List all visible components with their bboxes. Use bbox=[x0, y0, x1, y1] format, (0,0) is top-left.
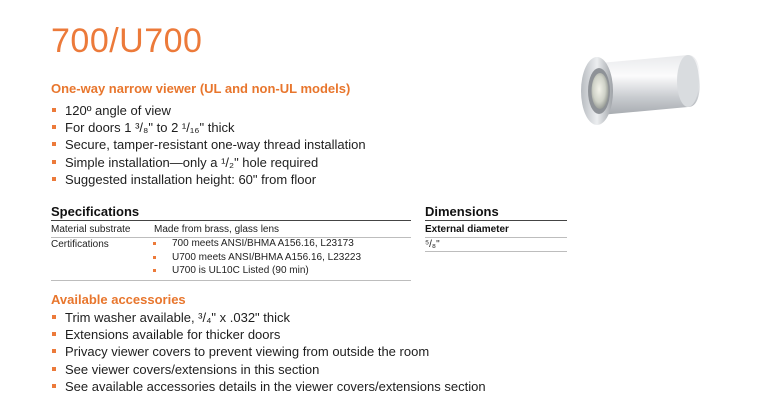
material-value: Made from brass, glass lens bbox=[154, 224, 280, 235]
accessories-heading: Available accessories bbox=[51, 292, 186, 307]
certifications-label: Certifications bbox=[51, 239, 109, 250]
certification-item: U700 meets ANSI/BHMA A156.16, L23223 bbox=[152, 251, 361, 265]
page-title: 700/U700 bbox=[51, 22, 203, 60]
external-diameter-label: External diameter bbox=[425, 224, 509, 235]
external-diameter-value: ⁵/₈" bbox=[425, 239, 440, 250]
door-viewer-product-image bbox=[572, 45, 707, 140]
accessories-list bbox=[51, 309, 486, 395]
accessory-item: Privacy viewer covers to prevent viewing from outside the room bbox=[51, 343, 486, 360]
specifications-divider bbox=[51, 220, 411, 221]
certification-item: 700 meets ANSI/BHMA A156.16, L23173 bbox=[152, 237, 361, 251]
material-label: Material substrate bbox=[51, 224, 131, 235]
accessory-item: Extensions available for thicker doors bbox=[51, 326, 486, 343]
feature-item: 120º angle of view bbox=[51, 102, 366, 119]
accessory-item: See viewer covers/extensions in this section bbox=[51, 361, 486, 378]
feature-item: Simple installation—only a ¹/₂" hole required bbox=[51, 154, 366, 171]
accessory-item: See available accessories details in the viewer covers/extensions section bbox=[51, 378, 486, 395]
viewer-heading: One-way narrow viewer (UL and non-UL models) bbox=[51, 81, 351, 96]
row-divider bbox=[425, 237, 567, 238]
dimensions-divider bbox=[425, 220, 567, 221]
feature-item: Secure, tamper-resistant one-way thread installation bbox=[51, 136, 366, 153]
row-divider bbox=[51, 280, 411, 281]
certification-item: U700 is UL10C Listed (90 min) bbox=[152, 264, 361, 278]
certifications-list bbox=[152, 237, 361, 278]
row-divider bbox=[425, 251, 567, 252]
dimensions-heading: Dimensions bbox=[425, 204, 499, 219]
feature-item: Suggested installation height: 60" from floor bbox=[51, 171, 366, 188]
accessory-item: Trim washer available, ³/₄" x .032" thick bbox=[51, 309, 486, 326]
feature-list bbox=[51, 102, 366, 188]
feature-item: For doors 1 ³/₈" to 2 ¹/₁₆" thick bbox=[51, 119, 366, 136]
specifications-heading: Specifications bbox=[51, 204, 140, 219]
